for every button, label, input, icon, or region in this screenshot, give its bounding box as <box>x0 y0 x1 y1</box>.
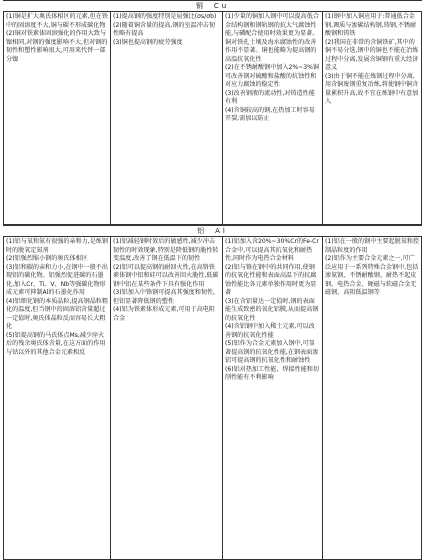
cu-col-properties <box>3 12 111 224</box>
al-col1-item: (4)铝细化钢的本质晶粒,提高钢晶粒粗化的温度,但当钢中的固溶铝含量超过一定值时,奥氏体晶粒反而容易长大粗化 <box>6 297 108 330</box>
al-element-symbol: Al <box>215 227 228 235</box>
al-col3-item: (3)在含铝量达一定值时,钢的表面能生成致密的氧化铝膜,从而提高钢的抗氧化性 <box>225 297 319 322</box>
cu-element-symbol: Cu <box>213 2 230 10</box>
al-col3-item: (2)铝与铬在钢中的共同作用,使钢的抗氧化性能和表面高温下的抗腐蚀性能比各元素单独作用时更为显著 <box>225 263 317 296</box>
cu-col4-item: (1)钢中加入铜应用于:普通低合金钢,调质与渗碳结构钢,铸钢,不锈耐酸钢和铸铁 <box>325 13 417 37</box>
al-col-applications <box>323 237 422 559</box>
cu-col2-item: (1)提高钢的强度特别是屈强比(σs/σb) <box>113 13 217 20</box>
cu-section-header <box>3 0 422 11</box>
al-col3-item: (5)铝作为合金元素加入钢中,可显著提高钢的抗氧化性能,在钢表面渗铝可提高钢的抗氧化性和耐蚀性 <box>225 340 319 364</box>
al-col2-item: (4)铝为铁素体形成元素,可用于高电阻合金 <box>113 306 215 322</box>
cu-row <box>3 11 422 225</box>
al-col1-item: (3)铝和碳的亲和力小,在钢中一般不出现铝的碳化物。铝强烈促进碳的石墨化,加入Cr、Ti、V、Nb等强碳化物形成元素可抑制Al的石墨化作用 <box>6 263 108 296</box>
cu-col2-item: (3)铜也提高钢的疲劳强度 <box>113 38 183 46</box>
al-col3-item: (4)含铝钢中加入稀土元素,可以改善钢的抗氧化性能 <box>225 323 315 339</box>
cu-col4-item: (3)由于铜不能在炼钢过程中分离,用含铜废钢重复冶炼,将使钢中铜含量累积升高,故不宜在炼钢中有意加入 <box>325 72 419 105</box>
al-col1-item: (5)铝提高钢的马氏体点Ms,减少淬火后的残余奥氏体含量,在这方面的作用与钴以外的其他合金元素相反 <box>6 331 106 356</box>
cu-col2-item: (2)随着铜含量的提高,钢的室温冲击韧性略有提高 <box>113 21 215 37</box>
cu-col-mechanical <box>111 12 223 224</box>
cu-element-name: 铜 <box>195 2 206 10</box>
al-element-name: 铝 <box>197 227 208 235</box>
al-col-mechanical <box>111 237 223 559</box>
al-col3-item: (6)铝对热加工性能、焊接性能和切削性能有不利影响 <box>225 365 319 381</box>
al-col4-item: (1)铝在一般的钢中主要起脱氧和控制晶粒度的作用 <box>325 238 419 254</box>
al-row <box>3 236 422 560</box>
al-section-header <box>3 225 422 236</box>
cu-col-applications <box>323 12 422 224</box>
al-col-properties <box>3 237 111 559</box>
al-col4-item: (2)铝作为主要合金元素之一,可广泛应用于一系列特殊合金钢中,包括渗氮钢、不锈耐酸钢、耐热不起皮钢、电热合金、硬磁与软磁合金无磁钢、高阻低温钢等 <box>325 255 419 296</box>
cu-col3-item: (3)改善钢液的流动性,对铸造性能有利 <box>225 89 315 105</box>
cu-col4-item: (2)我国在非常的含铜铁矿,其中的铜不易分选,钢中的铜也不能在冶炼过程中分离,发展含铜钢有重大经济意义 <box>325 38 419 71</box>
cu-col3-item: (2)在不锈耐酸钢中加入2%~3%铜可改善钢对硫酸和盐酸的抗蚀性和对应力腐蚀的稳定性 <box>225 64 320 88</box>
al-col-physical <box>223 237 323 559</box>
al-col1-item: (1)铝与氧和氮有很强的亲和力,是炼钢时的脱氧定氮剂 <box>6 238 108 254</box>
cu-col1-item: (1)铜是扩大奥氏体相区的元素,但在铁中的固溶度不大,铜与碳不形成碳化物 <box>6 13 108 29</box>
alloy-elements-table <box>3 0 422 560</box>
al-col2-item: (2)铝可以提高钢的耐回火性,在高铬铁素体钢中铝和硅可以改善回火脆性,低碳钢中铝在某些条件下具有强化作用 <box>113 263 219 288</box>
cu-col1-item: (2)铜对铁素体固溶强化的作用大致与镍相同,对钢的强度影响不大,但对钢的韧性和塑性影响很大,可用来代替一部分镍 <box>6 30 108 63</box>
al-col2-item: (3)铝加入中铬钢可提高其强度和韧性,但铝显著降低钢的塑性 <box>113 289 215 305</box>
al-col1-item: (2)铝强烈缩小钢的奥氏体相区 <box>6 255 88 262</box>
cu-col-physical <box>223 12 323 224</box>
cu-col3-item: (1)少量的铜加入钢中可以提高低合金结构钢和钢轨钢的抗大气腐蚀性能,与磷配合使用时效果更为显著。铜对铁孔土壤及海水腐蚀性的改善作用不显著。铜也能略为提高钢的高温抗氧化性 <box>225 13 319 63</box>
al-col2-item: (1)铝减轻钢时效后的敏感性,减少冲击韧性的时效现象,特别是降低钢的脆性转变温度,改善了钢在低温下的韧性 <box>113 238 219 262</box>
cu-col3-item: (4)含铜较高的钢,在热加工时容易开裂,需加以防止 <box>225 106 315 122</box>
al-col3-item: (1)铝加入含20%~30%Cr的Fe-Cr合金中,可以提高其抗氧化和耐热性,同时作为电热合金材料 <box>225 238 319 262</box>
